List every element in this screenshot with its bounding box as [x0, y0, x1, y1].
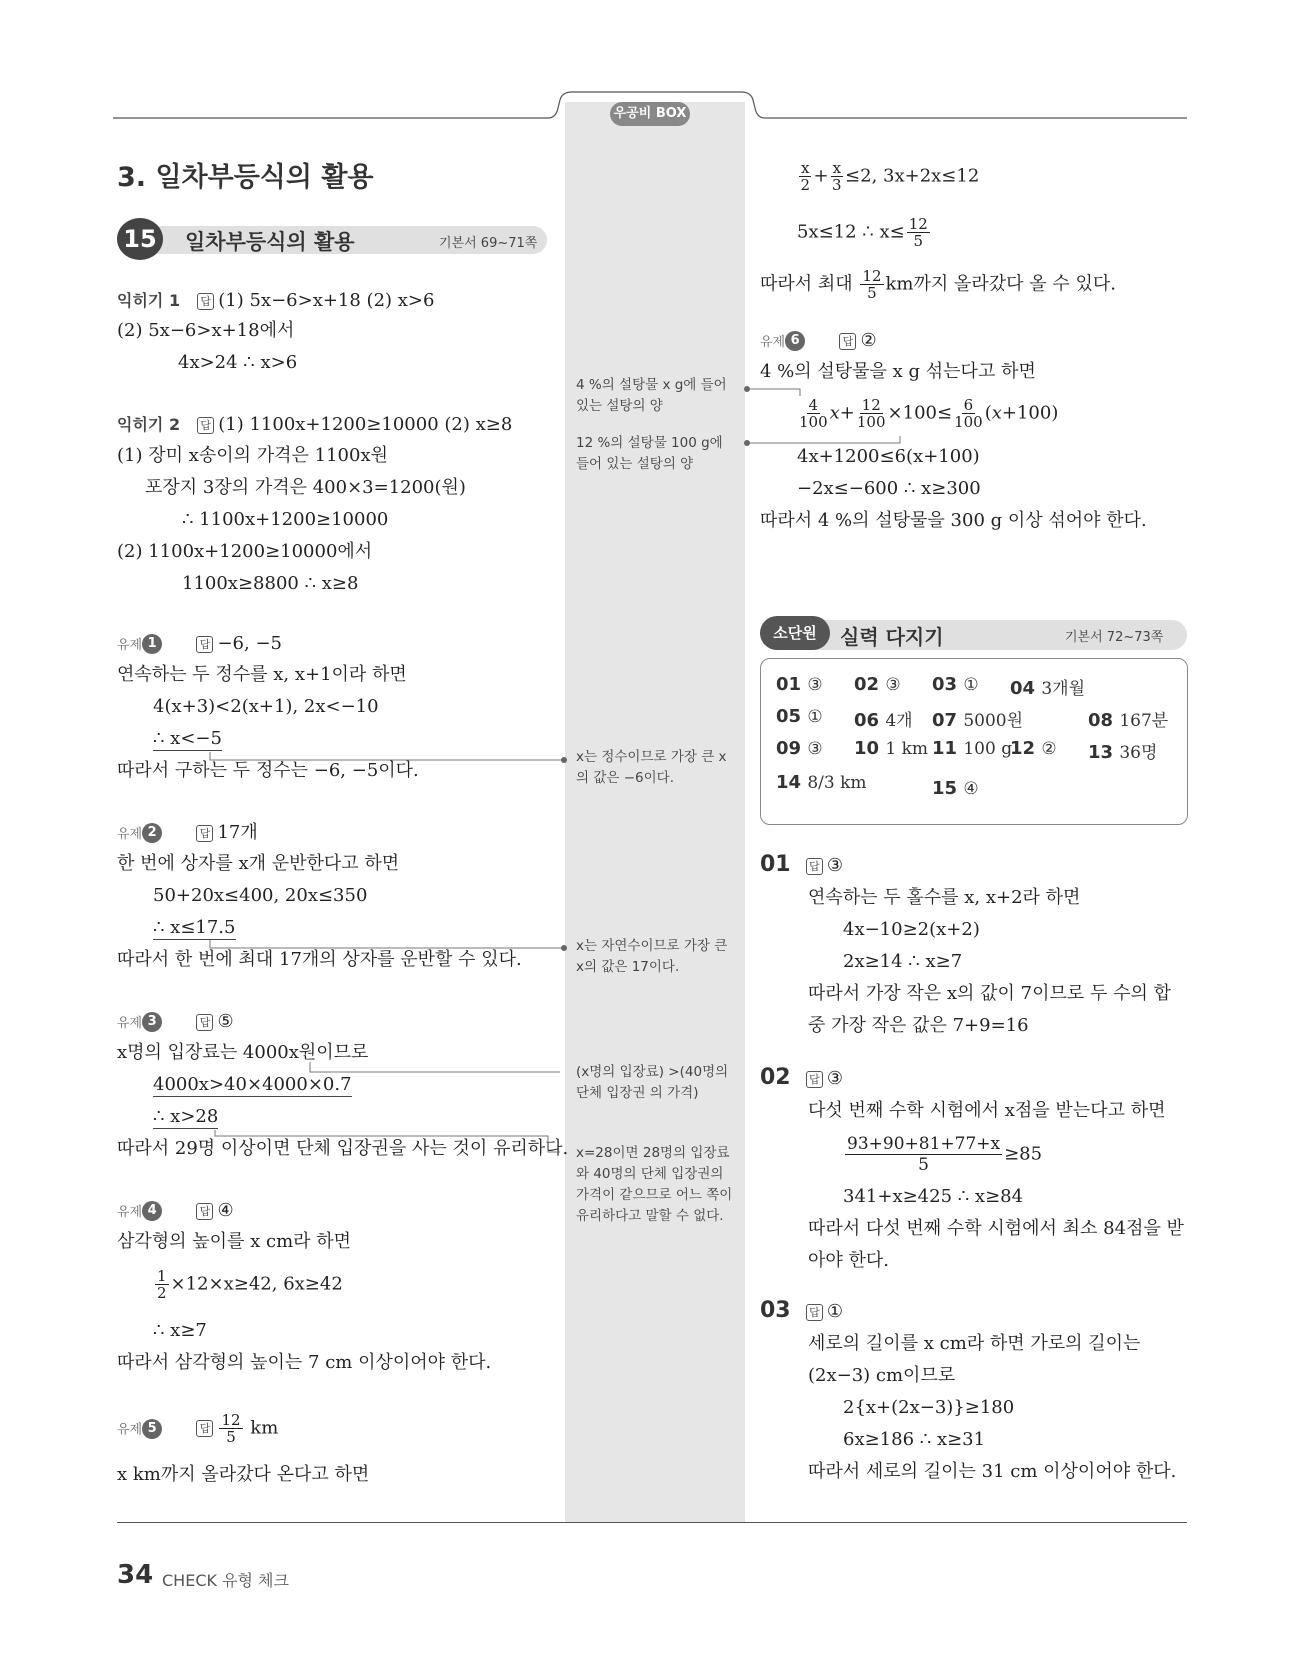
review-item-02: 02 ③ — [854, 674, 901, 695]
rt-line3: 따라서 최대 $\frac{12}{5}$ km까지 올라갔다 올 수 있다. — [760, 267, 1116, 302]
section-title: 3. 일차부등식의 활용 — [117, 162, 374, 193]
y6-answer: ② — [860, 330, 877, 351]
p02-line5: 아야 한다. — [808, 1250, 889, 1271]
ex2-answer: (1) 1100x+1200≥10000 (2) x≥8 — [218, 414, 513, 435]
review-item-12: 12 ② — [1010, 738, 1057, 759]
ex2-line1: (1) 장미 x송이의 가격은 1100x원 — [117, 445, 388, 466]
y1-line3: ∴ x<−5 — [153, 728, 222, 749]
review-item-04: 04 3개월 — [1010, 678, 1086, 699]
answer-icon: 답 — [806, 858, 823, 875]
review-item-05: 05 ① — [776, 706, 823, 727]
page-number: 34 — [117, 1560, 154, 1590]
y4-header: 유제 4 답 ④ — [117, 1200, 234, 1221]
y1-line2: 4(x+3)<2(x+1), 2x<−10 — [153, 696, 379, 717]
review-item-11: 11 100 g — [932, 738, 1013, 759]
ex2-line4: (2) 1100x+1200≥10000에서 — [117, 541, 373, 562]
y3-answer: ⑤ — [217, 1011, 234, 1032]
p01-line2: 4x−10≥2(x+2) — [843, 919, 980, 940]
y2-header: 유제 2 답 17개 — [117, 822, 258, 843]
answer-icon: 답 — [196, 825, 213, 842]
ex2-label: 익히기 2 — [117, 415, 181, 434]
bottom-rule — [117, 1522, 1187, 1523]
ex2-line5: 1100x≥8800 ∴ x≥8 — [182, 573, 359, 594]
y1-note: x는 정수이므로 가장 큰 x의 값은 −6이다. — [576, 749, 727, 786]
y2-answer: 17개 — [217, 822, 258, 843]
review-item-06: 06 4개 — [854, 710, 913, 731]
p03-line2: (2x−3) cm이므로 — [808, 1365, 956, 1386]
y3-note2: x=28이면 28명의 입장료와 40명의 단체 입장권의 가격이 같으므로 어느 쪽이 유리하다고 말할 수 없다. — [576, 1145, 733, 1224]
review-item-08: 08 167분 — [1088, 710, 1169, 731]
p03-line3: 2{x+(2x−3)}≥180 — [843, 1397, 1015, 1418]
review-item-03: 03 ① — [932, 674, 979, 695]
y6-equation: $\frac{4}{100}$ x+ $\frac{12}{100}$ ×100≤ $\frac{6}{100}$ (x+100) — [799, 396, 1059, 431]
p02-answer: ③ — [826, 1068, 844, 1089]
y6-note1: 4 %의 설탕물 x g에 들어 있는 설탕의 양 — [576, 377, 727, 414]
y2-line3: ∴ x≤17.5 — [153, 917, 236, 938]
review-item-09: 09 ③ — [776, 738, 823, 759]
p01-line1: 연속하는 두 홀수를 x, x+2라 하면 — [808, 887, 1081, 908]
ex1-line1: (2) 5x−6>x+18에서 — [117, 320, 295, 341]
review-item-13: 13 36명 — [1088, 742, 1158, 763]
p03-line1: 세로의 길이를 x cm라 하면 가로의 길이는 — [808, 1333, 1141, 1354]
y1-header: 유제 1 답 −6, −5 — [117, 633, 282, 654]
review-item-07: 07 5000원 — [932, 710, 1024, 731]
y6-number: 6 — [785, 331, 805, 351]
y2-line4: 따라서 한 번에 최대 17개의 상자를 운반할 수 있다. — [117, 949, 522, 970]
ex2-line2: 포장지 3장의 가격은 400×3=1200(원) — [145, 477, 466, 498]
unit-number-badge: 15 — [117, 218, 163, 260]
rt-line1: $\frac{x}{2}$ + $\frac{x}{3}$ ≤2, 3x+2x≤12 — [800, 159, 980, 194]
y4-number: 4 — [142, 1201, 162, 1221]
y1-line1: 연속하는 두 정수를 x, x+1이라 하면 — [117, 664, 407, 685]
p03-header: 03 답 ① — [760, 1298, 844, 1323]
y3-line1: x명의 입장료는 4000x원이므로 — [117, 1042, 369, 1063]
y3-note1: (x명의 입장료) >(40명의 단체 입장권 의 가격) — [576, 1064, 729, 1101]
rt-line2: 5x≤12 ∴ x≤ $\frac{12}{5}$ — [797, 215, 928, 250]
p01-header: 01 답 ③ — [760, 852, 844, 877]
p03-answer: ① — [826, 1301, 844, 1322]
ex1-answer: (1) 5x−6>x+18 (2) x>6 — [218, 290, 435, 311]
review-ref: 기본서 72~73쪽 — [1065, 630, 1164, 645]
y3-line2: 4000x>40×4000×0.7 — [153, 1074, 352, 1095]
answer-icon: 답 — [196, 636, 213, 653]
y3-number: 3 — [142, 1012, 162, 1032]
review-header — [760, 616, 1187, 652]
answer-icon: 답 — [806, 1071, 823, 1088]
y2-number: 2 — [142, 823, 162, 843]
y6-line2: 4x+1200≤6(x+100) — [797, 446, 980, 467]
y6-note2: 12 %의 설탕물 100 g에 들어 있는 설탕의 양 — [576, 435, 723, 472]
y6-header: 유제 6 답 ② — [760, 330, 877, 351]
review-tag: 소단원 — [760, 616, 830, 650]
p03-line5: 따라서 세로의 길이는 31 cm 이상이어야 한다. — [808, 1461, 1177, 1482]
p02-line2: $\frac{93+90+81+77+x}{5}$ ≥85 — [847, 1134, 1043, 1175]
review-item-10: 10 1 km — [854, 738, 928, 759]
y1-line4: 따라서 구하는 두 정수는 −6, −5이다. — [117, 760, 419, 781]
p02-header: 02 답 ③ — [760, 1065, 844, 1090]
y2-line2: 50+20x≤400, 20x≤350 — [153, 885, 368, 906]
y1-number: 1 — [142, 634, 162, 654]
footer-text: CHECK 유형 체크 — [162, 1571, 289, 1590]
y6-line3: −2x≤−600 ∴ x≥300 — [797, 478, 981, 499]
p01-line5: 중 가장 작은 값은 7+9=16 — [808, 1015, 1029, 1036]
y5-line1: x km까지 올라갔다 온다고 하면 — [117, 1464, 370, 1485]
y2-note: x는 자연수이므로 가장 큰 x의 값은 17이다. — [576, 938, 728, 975]
answer-icon: 답 — [197, 293, 214, 310]
p01-line3: 2x≥14 ∴ x≥7 — [843, 951, 963, 972]
answer-icon: 답 — [806, 1304, 823, 1321]
y3-line3: ∴ x>28 — [153, 1106, 219, 1127]
ex1-label: 익히기 1 — [117, 291, 181, 310]
ex1-line2: 4x>24 ∴ x>6 — [178, 352, 298, 373]
y5-number: 5 — [142, 1419, 162, 1439]
review-item-01: 01 ③ — [776, 674, 823, 695]
y2-line1: 한 번에 상자를 x개 운반한다고 하면 — [117, 853, 400, 874]
answer-icon: 답 — [839, 333, 856, 350]
y6-line4: 따라서 4 %의 설탕물을 300 g 이상 섞어야 한다. — [760, 510, 1147, 531]
p01-line4: 따라서 가장 작은 x의 값이 7이므로 두 수의 합 — [808, 983, 1171, 1004]
y4-answer: ④ — [217, 1200, 234, 1221]
y1-answer: −6, −5 — [217, 633, 282, 654]
answer-icon: 답 — [196, 1014, 213, 1031]
review-item-15: 15 ④ — [932, 778, 979, 799]
y3-line4: 따라서 29명 이상이면 단체 입장권을 사는 것이 유리하다. — [117, 1138, 569, 1159]
p01-answer: ③ — [826, 855, 844, 876]
y4-line3: ∴ x≥7 — [153, 1320, 207, 1341]
y4-line1: 삼각형의 높이를 x cm라 하면 — [117, 1231, 352, 1252]
unit-ref: 기본서 69~71쪽 — [439, 236, 538, 251]
p02-line1: 다섯 번째 수학 시험에서 x점을 받는다고 하면 — [808, 1100, 1166, 1121]
review-title: 실력 다지기 — [840, 625, 944, 649]
p02-line4: 따라서 다섯 번째 수학 시험에서 최소 84점을 받 — [808, 1218, 1184, 1239]
p02-line3: 341+x≥425 ∴ x≥84 — [843, 1186, 1024, 1207]
answer-icon: 답 — [196, 1203, 213, 1220]
answer-icon: 답 — [197, 417, 214, 434]
ex2-line3: ∴ 1100x+1200≥10000 — [182, 509, 389, 530]
p03-line4: 6x≥186 ∴ x≥31 — [843, 1429, 986, 1450]
y4-line4: 따라서 삼각형의 높이는 7 cm 이상이어야 한다. — [117, 1352, 492, 1373]
review-item-14: 14 8/3 km — [776, 772, 867, 793]
y6-line1: 4 %의 설탕물을 x g 섞는다고 하면 — [760, 361, 1036, 382]
unit-title: 일차부등식의 활용 — [185, 230, 355, 254]
y4-line2: $\frac{1}{2}$ ×12×x≥42, 6x≥42 — [157, 1267, 343, 1302]
y3-header: 유제 3 답 ⑤ — [117, 1011, 234, 1032]
answer-icon: 답 — [196, 1420, 213, 1437]
box-label: 우공비 BOX — [610, 102, 690, 126]
y5-header: 유제 5 답 $\frac{12}{5}$ km — [117, 1411, 279, 1446]
